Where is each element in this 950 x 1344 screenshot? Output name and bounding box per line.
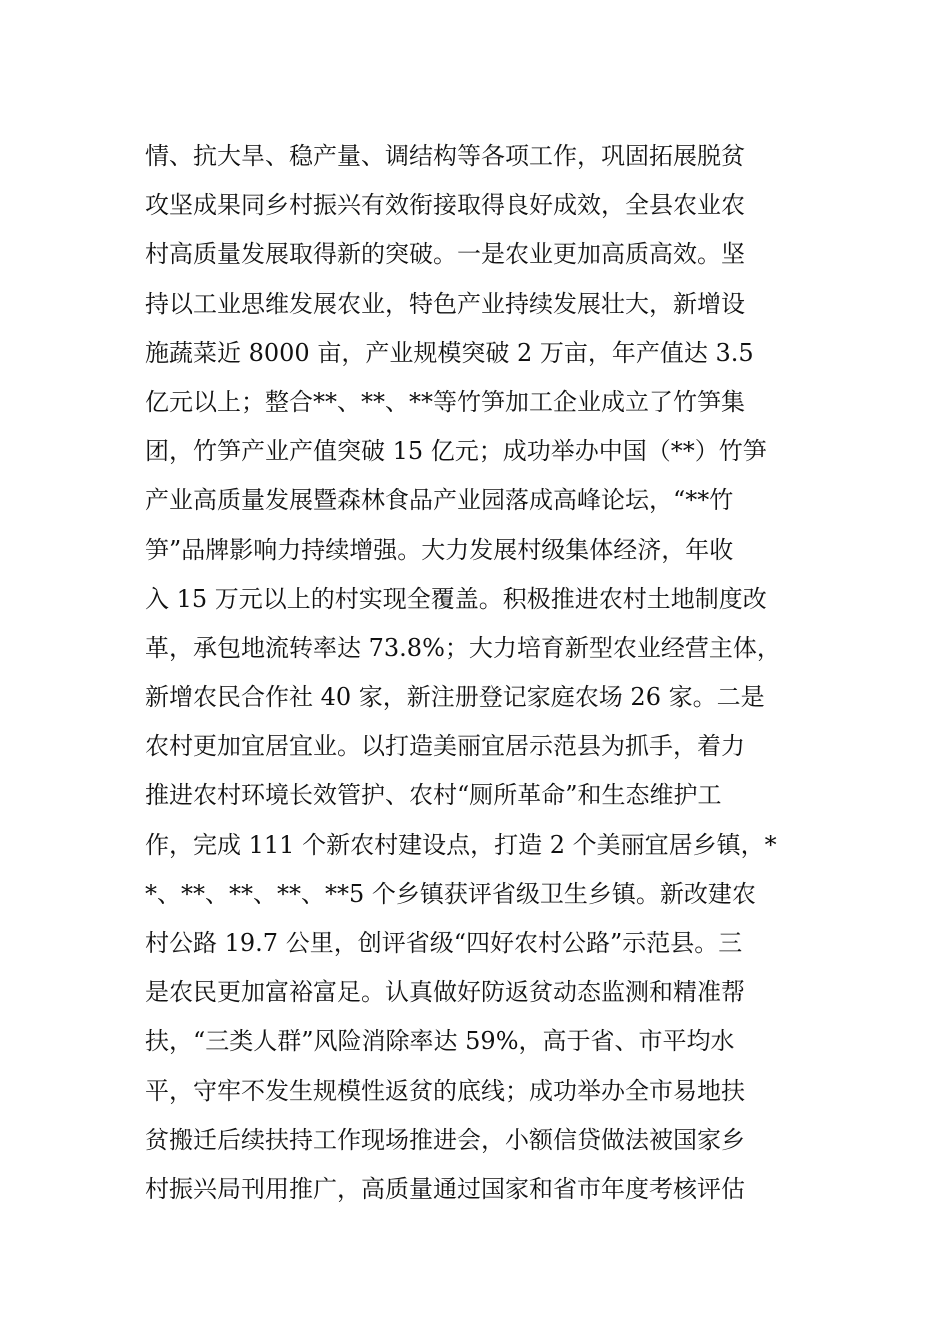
text-line-21: 贫搬迁后续扶持工作现场推进会，小额信贷做法被国家乡: [145, 1125, 745, 1154]
text-line-12: 新增农民合作社 40 家，新注册登记家庭农场 26 家。二是: [145, 683, 765, 712]
text-line-17: 村公路 19.7 公里，创评省级“四好农村公路”示范县。三: [145, 929, 743, 957]
text-line-18: 是农民更加富裕富足。认真做好防返贫动态监测和精准帮: [145, 978, 745, 1007]
text-line-15: 作，完成 111 个新农村建设点，打造 2 个美丽宜居乡镇，*: [145, 830, 777, 859]
body-text: [145, 132, 810, 1214]
text-line-9: 笋”品牌影响力持续增强。大力发展村级集体经济，年收: [145, 535, 734, 564]
text-line-16: *、**、**、**、**5 个乡镇获评省级卫生乡镇。新改建农: [145, 879, 756, 908]
text-line-11: 革，承包地流转率达 73.8%；大力培育新型农业经营主体，: [145, 633, 781, 662]
text-line-5: 施蔬菜近 8000 亩，产业规模突破 2 万亩，年产值达 3.5: [145, 338, 754, 367]
text-line-10: 入 15 万元以上的村实现全覆盖。积极推进农村土地制度改: [145, 584, 767, 613]
text-line-13: 农村更加宜居宜业。以打造美丽宜居示范县为抓手，着力: [145, 732, 745, 761]
text-line-2: 攻坚成果同乡村振兴有效衔接取得良好成效，全县农业农: [145, 191, 745, 220]
text-line-7: 团，竹笋产业产值突破 15 亿元；成功举办中国（**）竹笋: [145, 437, 767, 466]
text-line-3: 村高质量发展取得新的突破。一是农业更加高质高效。坚: [145, 240, 745, 269]
text-line-22: 村振兴局刊用推广，高质量通过国家和省市年度考核评估: [145, 1174, 745, 1203]
text-line-8: 产业高质量发展暨森林食品产业园落成高峰论坛，“**竹: [145, 486, 734, 515]
text-line-4: 持以工业思维发展农业，特色产业持续发展壮大，新增设: [145, 289, 745, 318]
text-line-20: 平，守牢不发生规模性返贫的底线；成功举办全市易地扶: [145, 1076, 745, 1105]
text-line-19: 扶，“三类人群”风险消除率达 59%，高于省、市平均水: [145, 1027, 735, 1056]
text-line-14: 推进农村环境长效管护、农村“厕所革命”和生态维护工: [145, 781, 722, 810]
text-line-1: 情、抗大旱、稳产量、调结构等各项工作，巩固拓展脱贫: [145, 142, 745, 170]
text-line-6: 亿元以上；整合**、**、**等竹笋加工企业成立了竹笋集: [145, 387, 745, 416]
